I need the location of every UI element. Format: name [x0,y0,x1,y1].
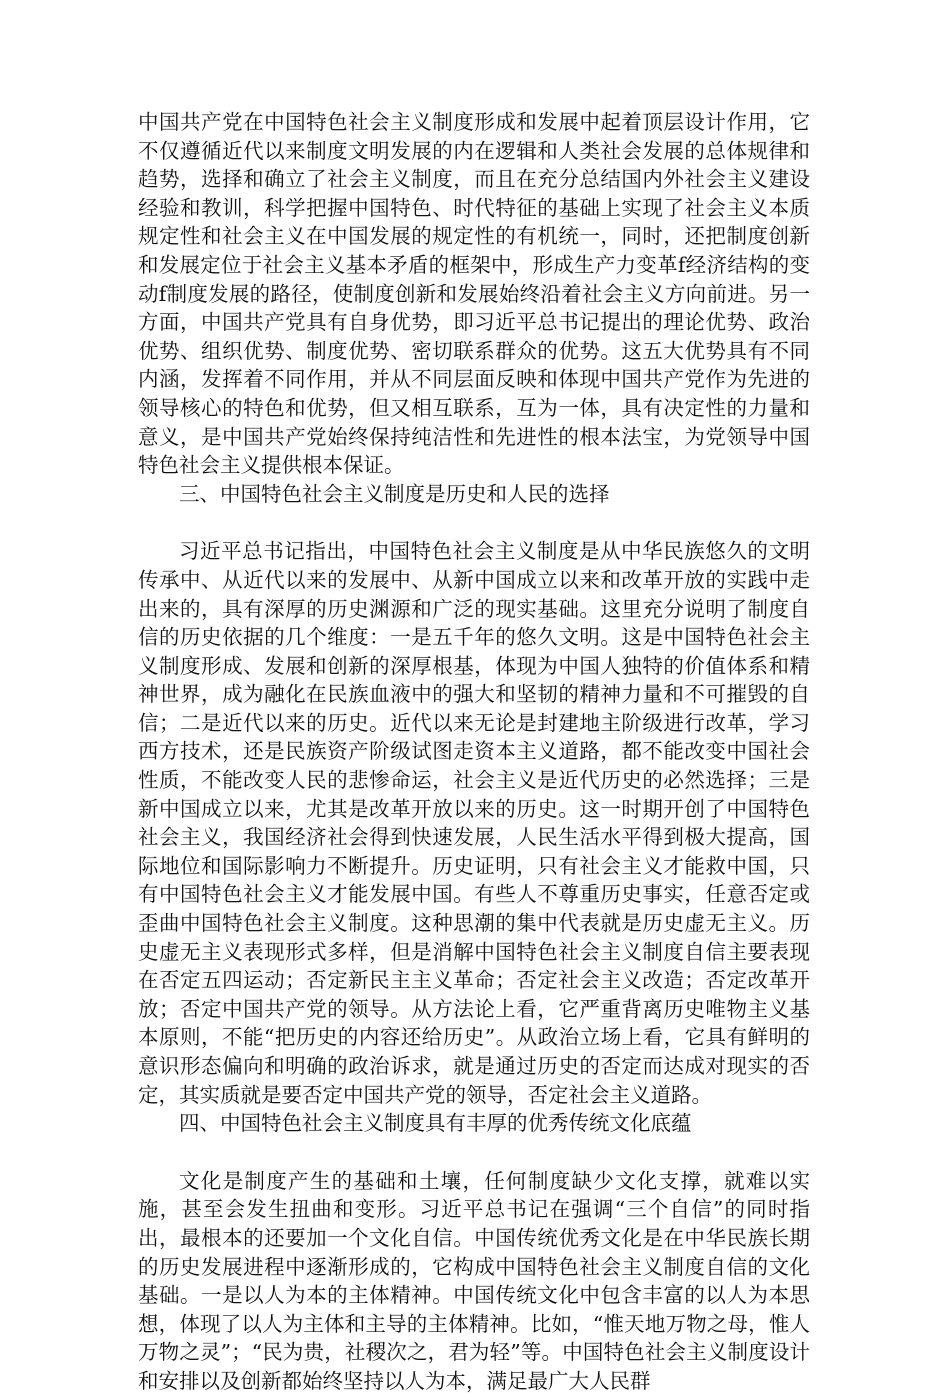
section-heading-3: 三、中国特色社会主义制度是历史和人民的选择 [179,481,610,506]
paragraph-3: 文化是制度产生的基础和土壤，任何制度缺少文化支撑，就难以实施，甚至会发生扭曲和变形。习近平总书记在强调“三个自信”的同时指出，最根本的还要加一个文化自信。中国传统优秀文化是在中华民族长期的历史发展进程中逐渐形成的，它构成中国特色社会主义制度自信的文化基础。一是以人为本的主体精神。中国传统文化中包含丰富的以人为本思想，体现了以人为主体和主导的主体精神。比如，“惟天地万物之母，惟人万物之灵”；“民为贵，社稷次之，君为轻”等。中国特色社会主义制度设计和安排以及创新都始终坚持以人为本，满足最广大人民群 [138,1168,810,1393]
paragraph-1: 中国共产党在中国特色社会主义制度形成和发展中起着顶层设计作用，它不仅遵循近代以来制度文明发展的内在逻辑和人类社会发展的总体规律和趋势，选择和确立了社会主义制度，而且在充分总结国内外社会主义建设经验和教训，科学把握中国特色、时代特征的基础上实现了社会主义本质规定性和社会主义在中国发展的规定性的有机统一，同时，还把制度创新和发展定位于社会主义基本矛盾的框架中，形成生产力变革f经济结构的变动f制度发展的路径，使制度创新和发展始终沿着社会主义方向前进。另一方面，中国共产党具有自身优势，即习近平总书记提出的理论优势、政治优势、组织优势、制度优势、密切联系群众的优势。这五大优势具有不同内涵，发挥着不同作用，并从不同层面反映和体现中国共产党作为先进的领导核心的特色和优势，但又相互联系，互为一体，具有决定性的力量和意义，是中国共产党始终保持纯洁性和先进性的根本法宝，为党领导中国特色社会主义提供根本保证。 [138,110,810,478]
document-page [138,108,810,1396]
paragraph-2: 习近平总书记指出，中国特色社会主义制度是从中华民族悠久的文明传承中、从近代以来的发展中、从新中国成立以来和改革开放的实践中走出来的，具有深厚的历史渊源和广泛的现实基础。这里充分说明了制度自信的历史依据的几个维度：一是五千年的悠久文明。这是中国特色社会主义制度形成、发展和创新的深厚根基，体现为中国人独特的价值体系和精神世界，成为融化在民族血液中的强大和坚韧的精神力量和不可摧毁的自信；二是近代以来的历史。近代以来无论是封建地主阶级进行改革，学习西方技术，还是民族资产阶级试图走资本主义道路，都不能改变中国社会性质，不能改变人民的悲惨命运，社会主义是近代历史的必然选择；三是新中国成立以来，尤其是改革开放以来的历史。这一时期开创了中国特色社会主义，我国经济社会得到快速发展，人民生活水平得到极大提高，国际地位和国际影响力不断提升。历史证明，只有社会主义才能救中国，只有中国特色社会主义才能发展中国。有些人不尊重历史事实，任意否定或歪曲中国特色社会主义制度。这种思潮的集中代表就是历史虚无主义。历史虚无主义表现形式多样，但是消解中国特色社会主义制度自信主要表现在否定五四运动；否定新民主主义革命；否定社会主义改造；否定改革开放；否定中国共产党的领导。从方法论上看，它严重背离历史唯物主义基本原则，不能“把历史的内容还给历史”。从政治立场上看，它具有鲜明的意识形态偏向和明确的政治诉求，就是通过历史的否定而达成对现实的否定，其实质就是要否定中国共产党的领导，否定社会主义道路。 [138,539,810,1107]
section-heading-4: 四、中国特色社会主义制度具有丰厚的优秀传统文化底蕴 [179,1111,692,1136]
